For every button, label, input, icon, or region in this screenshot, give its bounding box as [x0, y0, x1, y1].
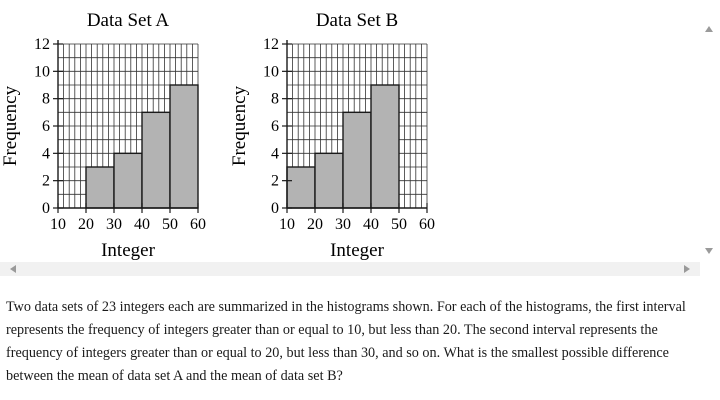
y-tick-label: 6 [42, 118, 50, 135]
x-tick-label: 20 [307, 216, 323, 233]
scroll-left-arrow-icon[interactable] [10, 265, 16, 273]
x-tick-label: 60 [190, 216, 206, 233]
y-tick-label: 12 [263, 36, 279, 53]
histogram-bar [86, 167, 114, 208]
scroll-up-arrow-icon[interactable] [705, 26, 713, 32]
chart-title: Data Set A [86, 10, 170, 31]
y-tick-label: 6 [271, 118, 279, 135]
histogram-a [0, 10, 206, 261]
y-tick-label: 8 [271, 90, 279, 108]
y-tick-label: 10 [263, 63, 279, 81]
x-tick-label: 30 [106, 216, 122, 233]
vertical-scrollbar[interactable] [700, 0, 720, 262]
y-tick-label: 0 [42, 200, 50, 217]
histogram-b [229, 10, 435, 261]
histogram-bar [142, 112, 170, 208]
y-tick-label: 0 [271, 200, 279, 217]
x-tick-label: 30 [335, 216, 351, 233]
y-tick-label: 2 [271, 172, 279, 190]
x-tick-label: 50 [391, 216, 407, 233]
question-text: Two data sets of 23 integers each are summarized in the histograms shown. For each of the histograms, the first interval represents the frequency of integers greater than or equal to 10, but less than 20. The second interval represents the frequency of integers greater than or equal to 20, but less than 30, and so on. What is the smallest possible difference between the mean of data set A and the mean of data set B? [6, 299, 686, 384]
x-axis-label: Integer [330, 240, 384, 261]
histogram-bar [343, 112, 371, 208]
y-tick-label: 2 [42, 172, 50, 190]
horizontal-scrollbar[interactable] [0, 262, 700, 276]
x-tick-label: 10 [279, 216, 295, 233]
y-tick-label: 10 [34, 63, 50, 81]
x-tick-label: 40 [363, 216, 379, 233]
scroll-down-arrow-icon[interactable] [705, 248, 713, 254]
y-tick-label: 12 [34, 36, 50, 53]
x-tick-label: 20 [78, 216, 94, 233]
x-tick-label: 50 [162, 216, 178, 233]
x-tick-label: 40 [134, 216, 150, 233]
y-axis-label: Frequency [229, 85, 250, 167]
scroll-right-arrow-icon[interactable] [684, 265, 690, 273]
y-tick-label: 8 [42, 90, 50, 108]
histogram-bar [170, 85, 198, 208]
histogram-bar [371, 85, 399, 208]
chart-title: Data Set B [315, 10, 399, 31]
x-tick-label: 60 [419, 216, 435, 233]
histogram-bar [114, 153, 142, 208]
histogram-bar [287, 167, 315, 208]
y-tick-label: 4 [271, 145, 279, 163]
y-tick-label: 4 [42, 145, 50, 163]
x-tick-label: 10 [50, 216, 66, 233]
y-axis-label: Frequency [0, 85, 21, 167]
histogram-bar [315, 153, 343, 208]
x-axis-label: Integer [101, 240, 155, 261]
